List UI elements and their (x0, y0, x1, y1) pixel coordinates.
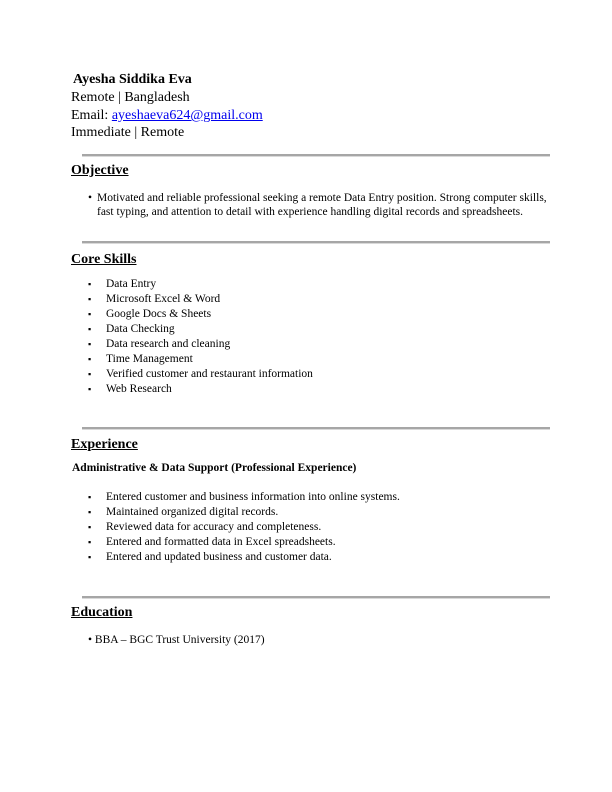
education-text: BBA – BGC Trust University (2017) (94, 634, 265, 646)
list-item: ▪ Data Entry (88, 278, 157, 290)
list-item: ▪ Entered and formatted data in Excel spreadsheets. (88, 536, 336, 548)
bullet-icon: ▪ (88, 339, 92, 349)
list-item: ▪ Entered and updated business and customer data. (88, 551, 332, 563)
section-title-objective: Objective (71, 163, 129, 178)
email-link[interactable]: ayeshaeva624@gmail.com (111, 108, 263, 123)
objective-text: Motivated and reliable professional seeking a remote Data Entry position. Strong computer skills, fast typing, and attention to detail with experience handling digital records and spreadsheets. (97, 192, 547, 218)
list-item: ▪ Data Checking (88, 323, 175, 335)
bullet-icon: • (88, 634, 93, 646)
list-item: ▪ Maintained organized digital records. (88, 506, 279, 518)
list-item: ▪ Data research and cleaning (88, 338, 231, 350)
bullet-icon: ▪ (88, 522, 92, 532)
bullet-icon: ▪ (88, 384, 92, 394)
location-line: Remote | Bangladesh (71, 90, 190, 105)
section-title-core-skills: Core Skills (71, 252, 137, 267)
list-item: ▪ Reviewed data for accuracy and completeness. (88, 521, 322, 533)
bullet-icon: ▪ (88, 552, 92, 562)
bullet-icon: ▪ (88, 279, 92, 289)
bullet-icon: • (88, 192, 93, 204)
bullet-icon: ▪ (88, 294, 92, 304)
section-divider (82, 596, 550, 598)
list-item: ▪ Entered customer and business information into online systems. (88, 491, 400, 503)
bullet-icon: ▪ (88, 354, 92, 364)
list-item: ▪ Web Research (88, 383, 172, 395)
bullet-icon: ▪ (88, 492, 92, 502)
bullet-icon: ▪ (88, 324, 92, 334)
bullet-icon: ▪ (88, 369, 92, 379)
list-item: ▪ Microsoft Excel & Word (88, 293, 221, 305)
list-item: ▪ Verified customer and restaurant information (88, 368, 313, 380)
bullet-icon: ▪ (88, 309, 92, 319)
section-divider (82, 154, 550, 156)
objective-paragraph (88, 192, 548, 219)
section-divider (82, 241, 550, 243)
email-line (71, 108, 263, 124)
bullet-icon: ▪ (88, 507, 92, 517)
education-item (88, 634, 265, 646)
bullet-icon: ▪ (88, 537, 92, 547)
section-divider (82, 427, 550, 429)
list-item: ▪ Google Docs & Sheets (88, 308, 212, 320)
section-title-experience: Experience (71, 437, 138, 452)
availability-line: Immediate | Remote (71, 125, 185, 140)
job-title: Administrative & Data Support (Professional Experience) (72, 462, 357, 474)
core-skills-list (88, 277, 313, 397)
candidate-name: Ayesha Siddika Eva (73, 72, 192, 87)
list-item: ▪ Time Management (88, 353, 193, 365)
experience-list (88, 490, 400, 565)
section-title-education: Education (71, 605, 133, 620)
email-label: Email: (71, 108, 112, 123)
